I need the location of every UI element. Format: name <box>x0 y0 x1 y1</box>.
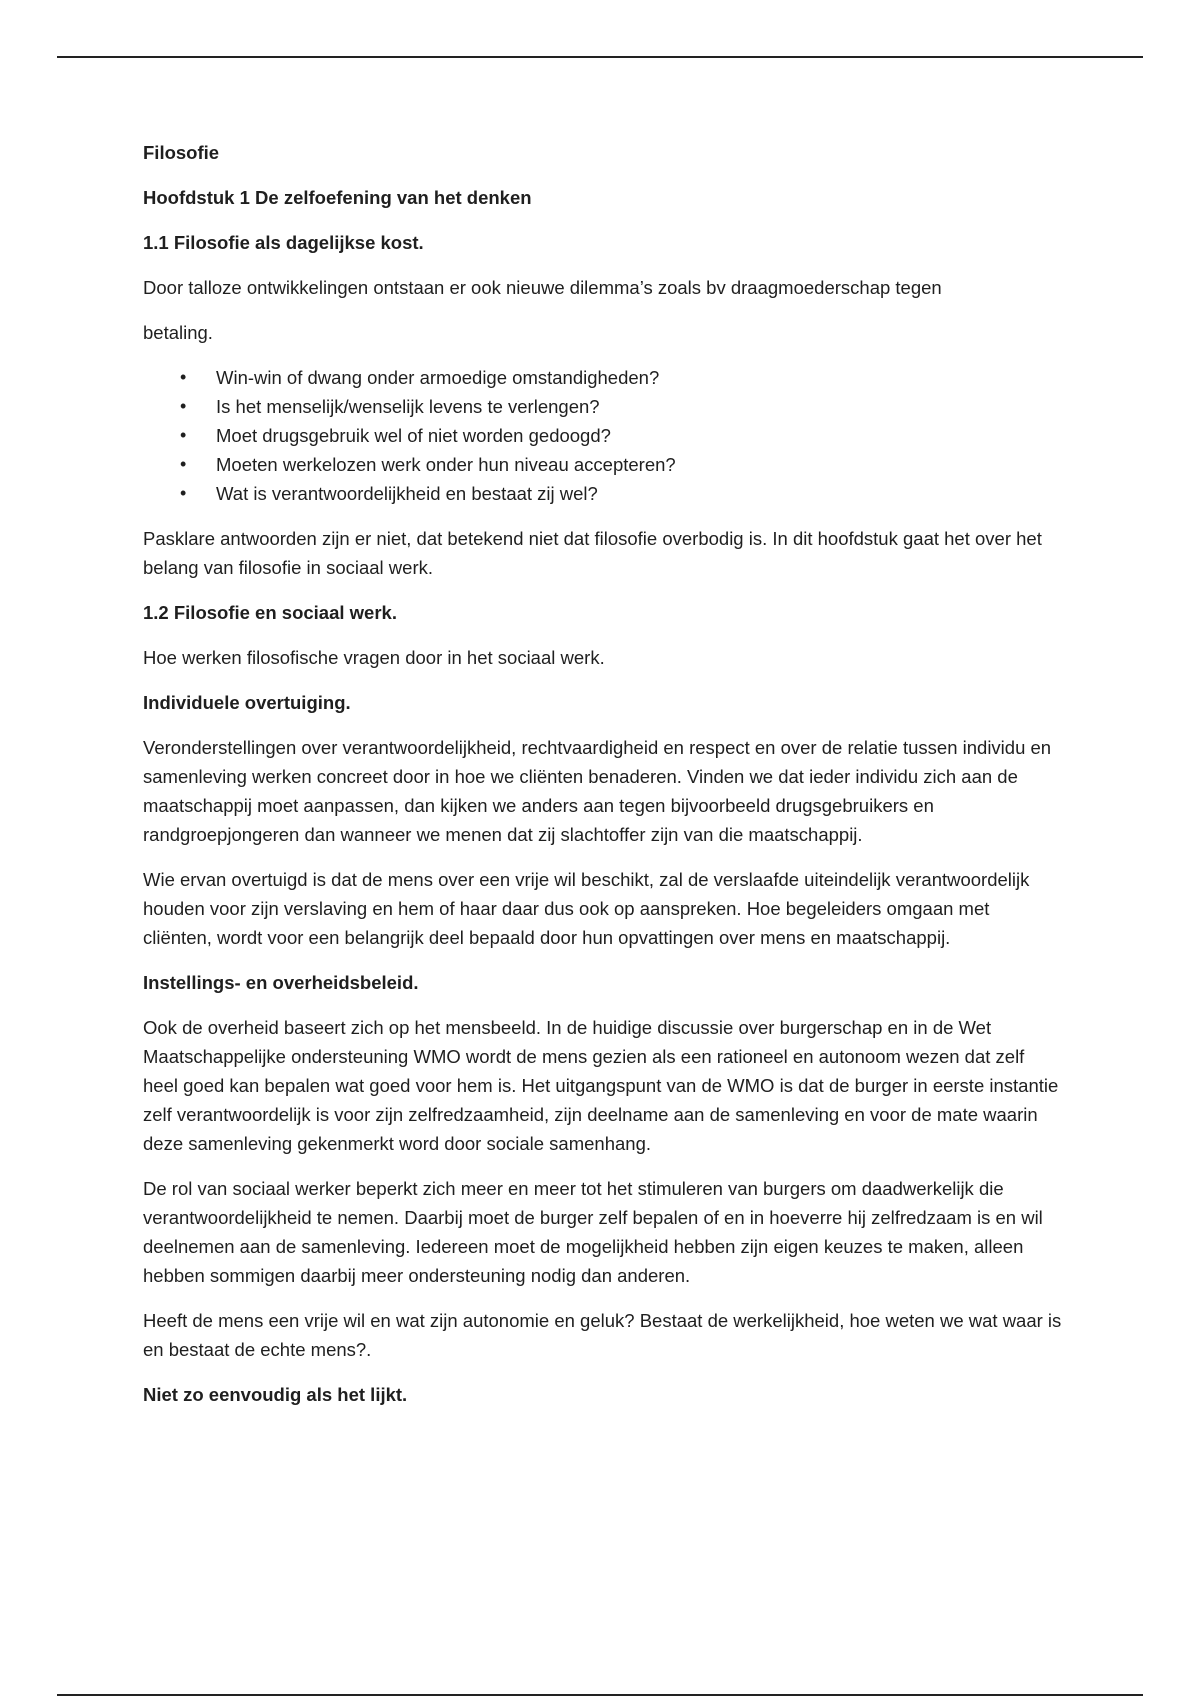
subheading-instellings: Instellings- en overheidsbeleid. <box>143 972 419 993</box>
list-item: • Wat is verantwoordelijkheid en bestaat zij wel? <box>143 479 1063 508</box>
section-heading-1-2: 1.2 Filosofie en sociaal werk. <box>143 602 397 623</box>
intro-paragraph-line2: betaling. <box>143 322 213 343</box>
subheading-niet: Niet zo eenvoudig als het lijkt. <box>143 1384 408 1405</box>
paragraph-rol: De rol van sociaal werker beperkt zich meer en meer tot het stimuleren van burgers om daadwerkelijk die verantwoordelijkheid te nemen. Daarbij moet de burger zelf bepalen of en in hoeverre hij zelfredzaam is en wil deelnemen aan de samenleving. Iedereen moet de mogelijkheid hebben zijn eigen keuzes te maken, alleen hebben sommigen daarbij meer ondersteuning nodig dan anderen. <box>143 1178 1043 1286</box>
paragraph-pasklare: Pasklare antwoorden zijn er niet, dat betekend niet dat filosofie overbodig is. In dit hoofdstuk gaat het over het belang van filosofie in sociaal werk. <box>143 528 1042 578</box>
subheading-individuele: Individuele overtuiging. <box>143 692 351 713</box>
list-item: • Is het menselijk/wenselijk levens te verlengen? <box>143 392 1063 421</box>
list-item: • Win-win of dwang onder armoedige omstandigheden? <box>143 363 1063 392</box>
paragraph-hoe: Hoe werken filosofische vragen door in het sociaal werk. <box>143 647 605 668</box>
document-title: Filosofie <box>143 142 220 163</box>
page-bottom-rule <box>57 1694 1143 1696</box>
page-top-rule <box>57 56 1143 58</box>
list-item: • Moet drugsgebruik wel of niet worden gedoogd? <box>143 421 1063 450</box>
document-body <box>143 138 1063 1425</box>
intro-paragraph-line1: Door talloze ontwikkelingen ontstaan er ook nieuwe dilemma’s zoals bv draagmoederschap tegen <box>143 277 942 298</box>
paragraph-wie: Wie ervan overtuigd is dat de mens over een vrije wil beschikt, zal de verslaafde uiteindelijk verantwoordelijk houden voor zijn verslaving en hem of haar daar dus ook op aanspreken. Hoe begeleiders omgaan met cliënten, wordt voor een belangrijk deel bepaald door hun opvattingen over mens en maatschappij. <box>143 869 1030 948</box>
chapter-heading: Hoofdstuk 1 De zelfoefening van het denken <box>143 187 532 208</box>
dilemma-bullet-list <box>143 363 1063 508</box>
paragraph-ook: Ook de overheid baseert zich op het mensbeeld. In de huidige discussie over burgerschap en in de Wet Maatschappelijke ondersteuning WMO wordt de mens gezien als een rationeel en autonoom wezen dat zelf heel goed kan bepalen wat goed voor hem is. Het uitgangspunt van de WMO is dat de burger in eerste instantie zelf verantwoordelijk is voor zijn zelfredzaamheid, zijn deelname aan de samenleving en voor de mate waarin deze samenleving gekenmerkt word door sociale samenhang. <box>143 1017 1059 1154</box>
paragraph-veronderstellingen: Veronderstellingen over verantwoordelijkheid, rechtvaardigheid en respect en over de relatie tussen individu en samenleving werken concreet door in hoe we cliënten benaderen. Vinden we dat ieder individu zich aan de maatschappij moet aanpassen, dan kijken we anders aan tegen bijvoorbeeld drugsgebruikers en randgroepjongeren dan wanneer we menen dat zij slachtoffer zijn van die maatschappij. <box>143 737 1052 845</box>
paragraph-heeft: Heeft de mens een vrije wil en wat zijn autonomie en geluk? Bestaat de werkelijkheid, hoe weten we wat waar is en bestaat de echte mens?. <box>143 1310 1062 1360</box>
section-heading-1-1: 1.1 Filosofie als dagelijkse kost. <box>143 232 424 253</box>
list-item: • Moeten werkelozen werk onder hun niveau accepteren? <box>143 450 1063 479</box>
